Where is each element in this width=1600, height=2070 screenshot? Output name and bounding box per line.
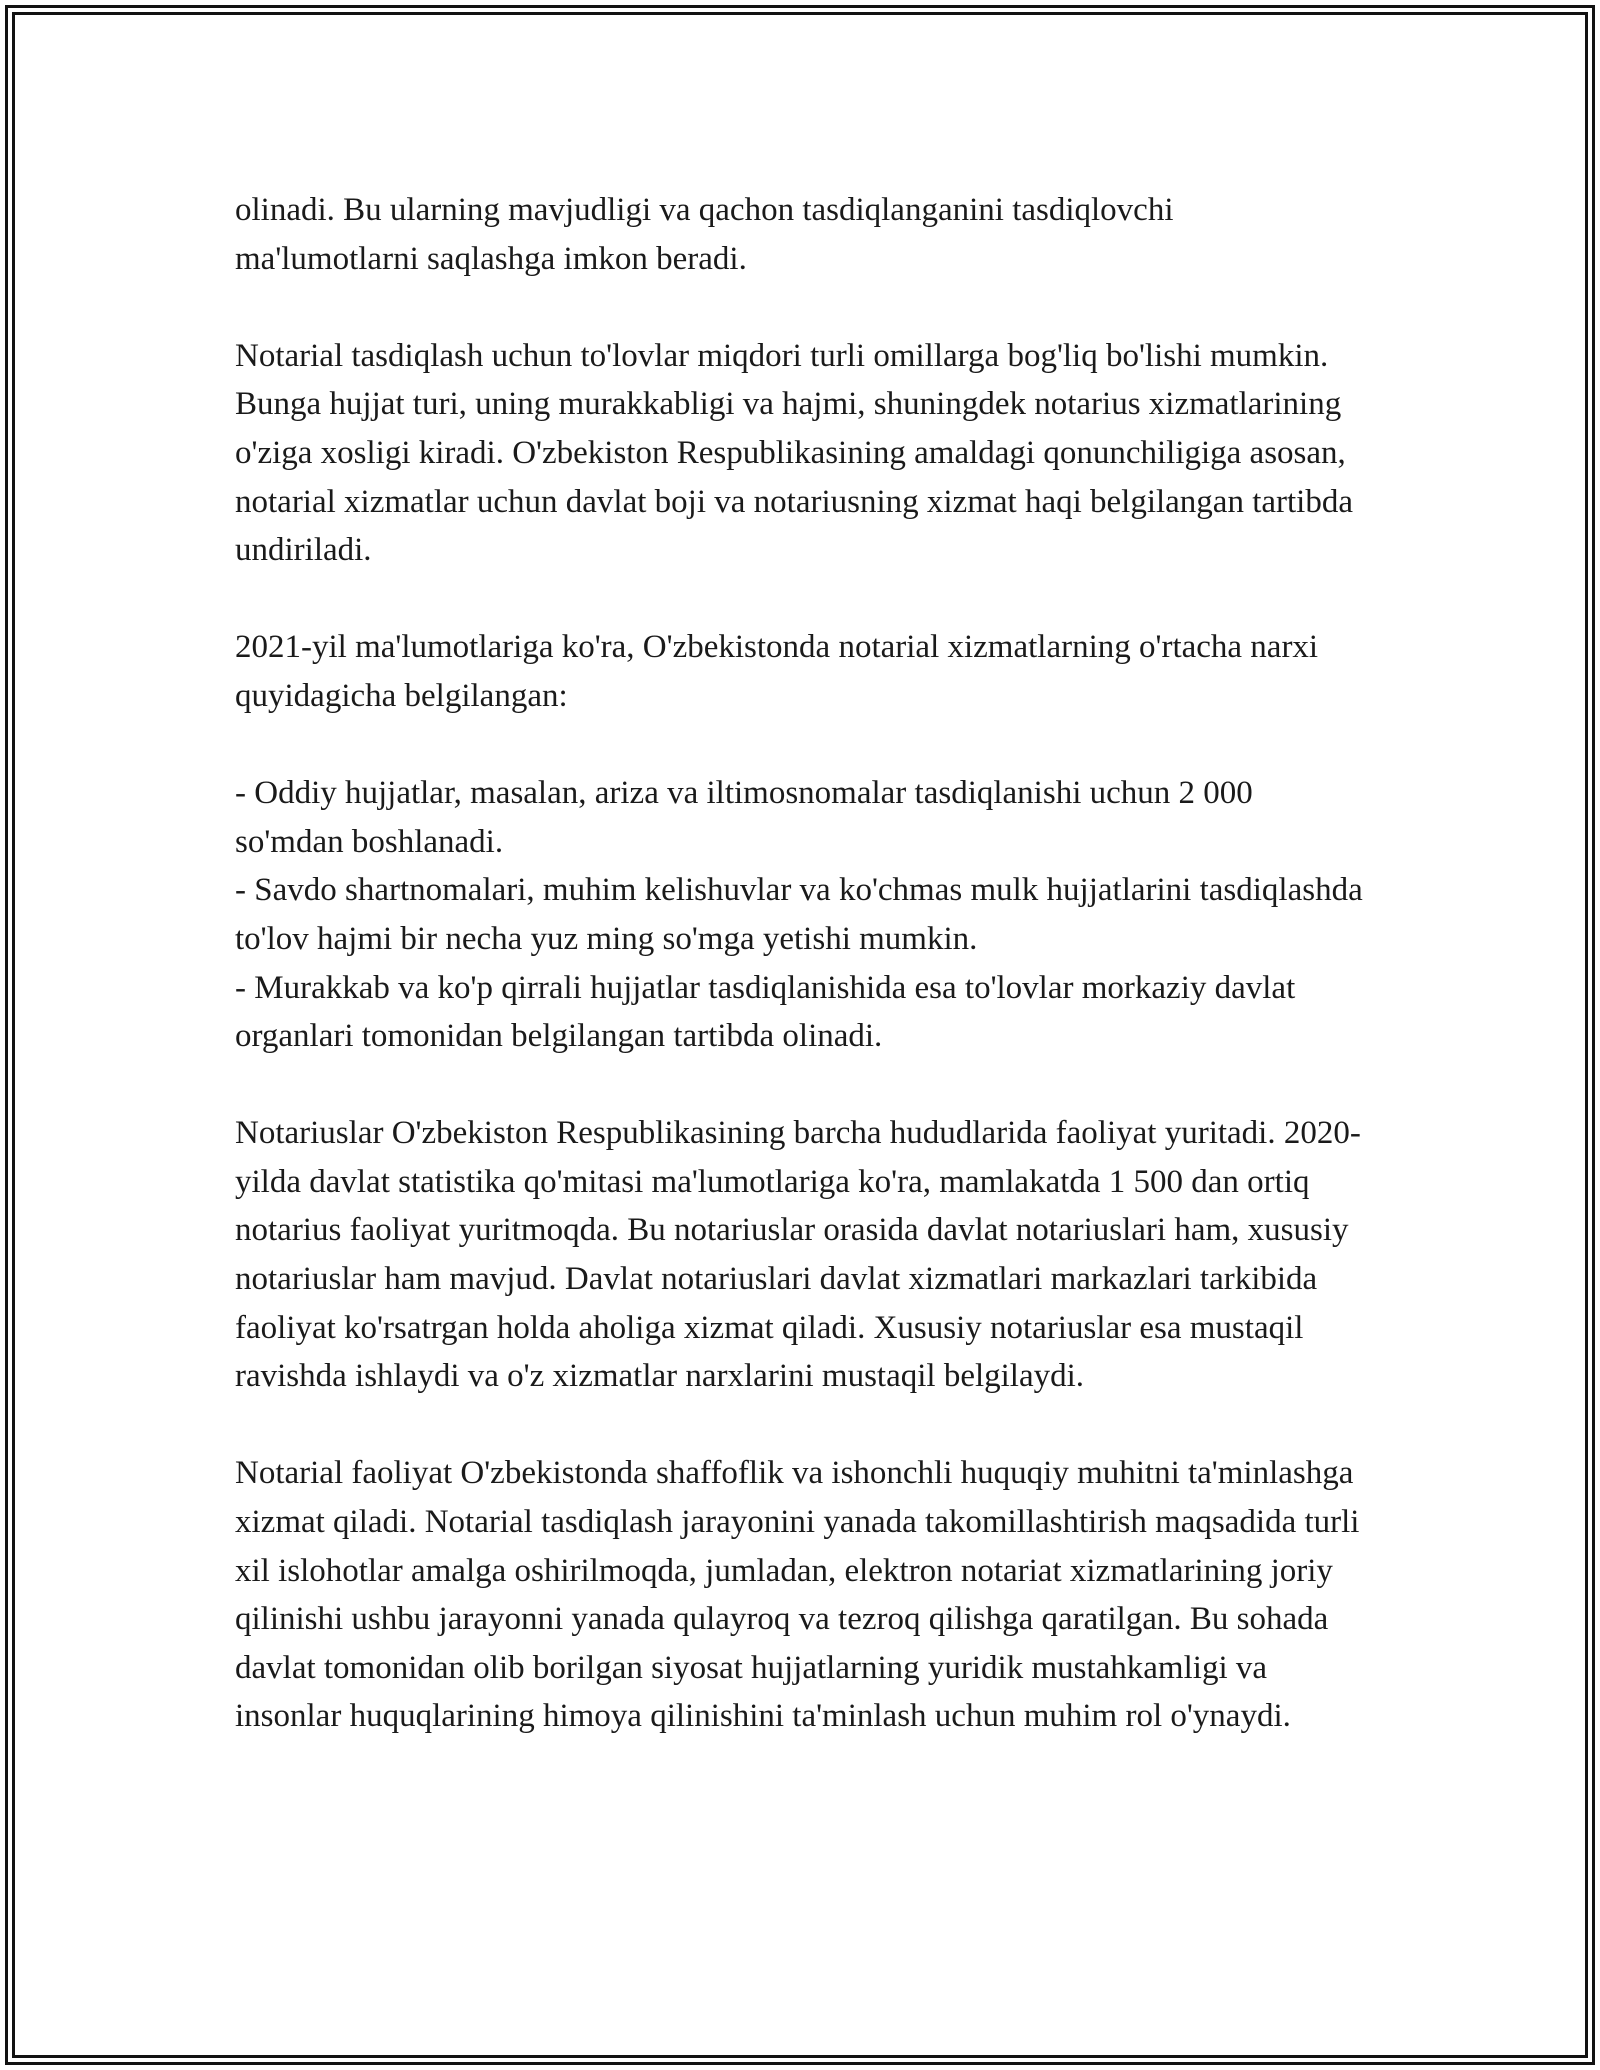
document-body [235, 186, 1365, 1741]
paragraph-notarial-reforms: Notarial faoliyat O'zbekistonda shaffoflik va ishonchli huquqiy muhitni ta'minlashga xizmat qiladi. Notarial tasdiqlash jarayonini yanada takomillashtirish maqsadida turli xil islohotlar amalga oshirilmoqda, jumladan, elektron notariat xizmatlarining joriy qilinishi ushbu jarayonni yanada qulayroq va tezroq qilishga qaratilgan. Bu sohada davlat tomonidan olib borilgan siyosat hujjatlarning yuridik mustahkamligi va insonlar huquqlarining himoya qilinishini ta'minlash uchun muhim rol o'ynaydi. [235, 1455, 1360, 1735]
paragraph-continuation: olinadi. Bu ularning mavjudligi va qachon tasdiqlanganini tasdiqlovchi ma'lumotlarni saqlashga imkon beradi. [235, 192, 1174, 277]
list-item: - Murakkab va ko'p qirrali hujjatlar tasdiqlanishida esa to'lovlar morkaziy davlat organlari tomonidan belgilangan tartibda olinadi. [235, 969, 1296, 1055]
paragraph-notarial-fees: Notarial tasdiqlash uchun to'lovlar miqdori turli omillarga bog'liq bo'lishi mumkin. Bunga hujjat turi, uning murakkabligi va hajmi, shuningdek notarius xizmatlarining o'ziga xosligi kiradi. O'zbekiston Respublikasining amaldagi qonunchiligiga asosan, notarial xizmatlar uchun davlat boji va notariusning xizmat haqi belgilangan tartibda undiriladi. [235, 337, 1353, 569]
list-item: - Savdo shartnomalari, muhim kelishuvlar va ko'chmas mulk hujjatlarini tasdiqlashda to'lov hajmi bir necha yuz ming so'mga yetishi mumkin. [235, 872, 1363, 957]
price-list [235, 769, 1365, 1061]
paragraph-average-prices-intro: 2021-yil ma'lumotlariga ko'ra, O'zbekistonda notarial xizmatlarning o'rtacha narxi quyidagicha belgilangan: [235, 629, 1319, 714]
list-item: - Oddiy hujjatlar, masalan, ariza va iltimosnomalar tasdiqlanishi uchun 2 000 so'mdan boshlanadi. [235, 775, 1253, 860]
paragraph-notaries-overview: Notariuslar O'zbekiston Respublikasining barcha hududlarida faoliyat yuritadi. 2020-yilda davlat statistika qo'mitasi ma'lumotlariga ko'ra, mamlakatda 1 500 dan ortiq notarius faoliyat yuritmoqda. Bu notariuslar orasida davlat notariuslari ham, xususiy notariuslar ham mavjud. Davlat notariuslari davlat xizmatlari markazlari tarkibida faoliyat ko'rsatrgan holda aholiga xizmat qiladi. Xususiy notariuslar esa mustaqil ravishda ishlaydi va o'z xizmatlar narxlarini mustaqil belgilaydi. [235, 1115, 1361, 1395]
